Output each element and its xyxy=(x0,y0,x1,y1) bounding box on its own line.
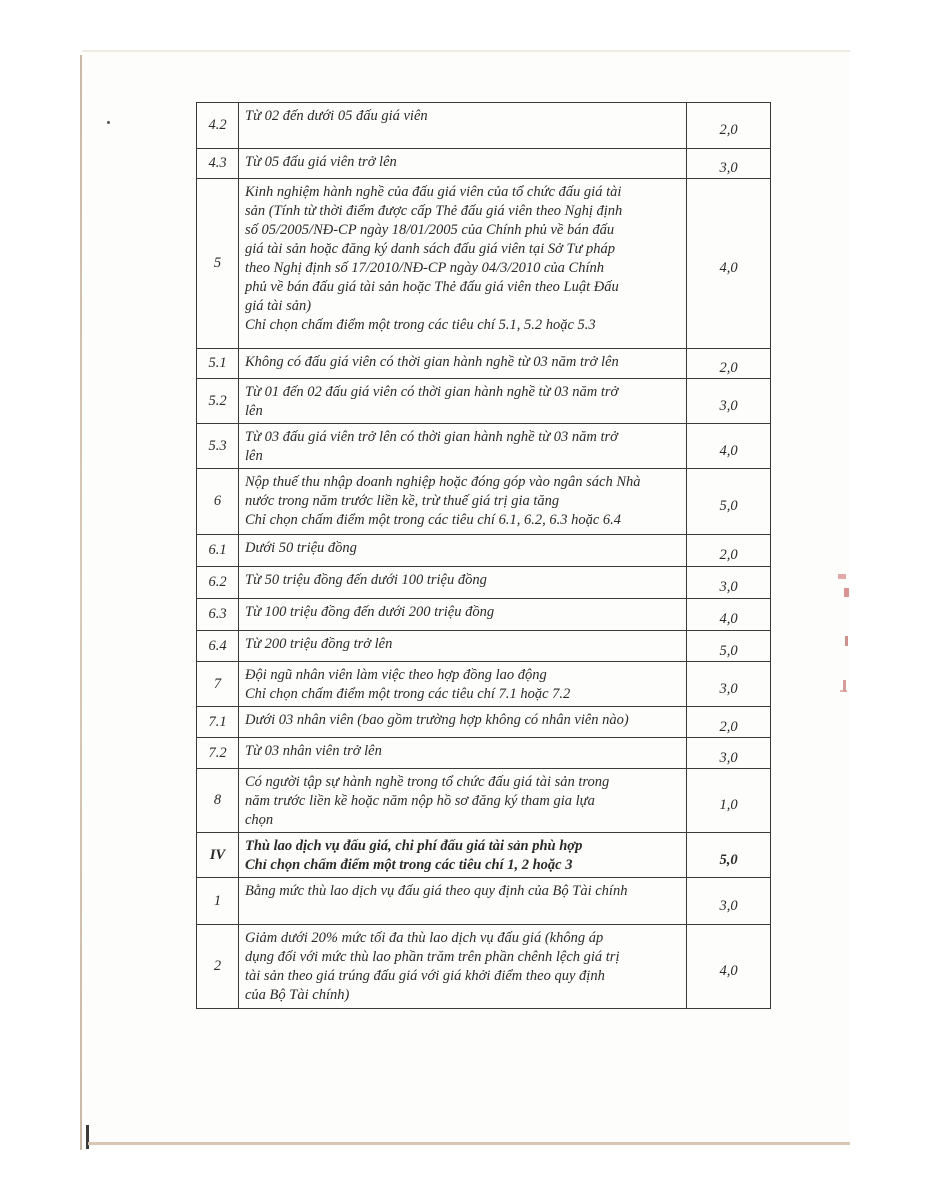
criteria-score: 3,0 xyxy=(687,149,771,179)
criteria-description xyxy=(239,179,687,349)
description-line: Kinh nghiệm hành nghề của đấu giá viên của tổ chức đấu giá tài xyxy=(245,184,622,200)
description-line: Bằng mức thù lao dịch vụ đấu giá theo quy định của Bộ Tài chính xyxy=(245,883,628,899)
description-line: sản (Tính từ thời điểm được cấp Thẻ đấu giá viên theo Nghị định xyxy=(245,203,623,219)
criteria-description xyxy=(239,599,687,631)
description-line: Giảm dưới 20% mức tối đa thù lao dịch vụ đấu giá (không áp xyxy=(245,930,604,946)
criteria-description xyxy=(239,769,687,833)
description-line: lên xyxy=(245,448,263,464)
description-line: Có người tập sự hành nghề trong tổ chức đấu giá tài sản trong xyxy=(245,774,610,790)
description-line: năm trước liền kề hoặc năm nộp hồ sơ đăng ký tham gia lựa xyxy=(245,793,595,809)
criteria-score: 4,0 xyxy=(687,599,771,631)
criteria-description xyxy=(239,379,687,424)
criteria-number: 7.1 xyxy=(197,707,239,738)
stamp-bleed-mark xyxy=(838,574,846,579)
description-line: Không có đấu giá viên có thời gian hành nghề từ 03 năm trở lên xyxy=(245,354,619,370)
criteria-row xyxy=(197,769,771,833)
description-line: Chỉ chọn chấm điểm một trong các tiêu chí 7.1 hoặc 7.2 xyxy=(245,686,571,702)
criteria-description xyxy=(239,349,687,379)
description-line: giá tài sản hoặc đăng ký danh sách đấu giá viên tại Sở Tư pháp xyxy=(245,241,616,257)
description-line: Từ 03 đấu giá viên trở lên có thời gian hành nghề từ 03 năm trở xyxy=(245,429,618,445)
description-line: Từ 200 triệu đồng trở lên xyxy=(245,636,393,652)
description-line: giá tài sản) xyxy=(245,298,312,314)
criteria-number: IV xyxy=(197,833,239,878)
description-line: tài sản theo giá trúng đấu giá với giá khởi điểm theo quy định xyxy=(245,968,605,984)
criteria-row xyxy=(197,469,771,535)
criteria-number: 4.2 xyxy=(197,103,239,149)
criteria-row xyxy=(197,833,771,878)
criteria-score: 4,0 xyxy=(687,424,771,469)
criteria-number: 6 xyxy=(197,469,239,535)
criteria-description xyxy=(239,469,687,535)
description-line: Từ 05 đấu giá viên trở lên xyxy=(245,154,397,170)
criteria-score: 3,0 xyxy=(687,567,771,599)
criteria-description xyxy=(239,103,687,149)
criteria-row xyxy=(197,925,771,1009)
criteria-row xyxy=(197,149,771,179)
criteria-description xyxy=(239,707,687,738)
criteria-row xyxy=(197,535,771,567)
criteria-table xyxy=(196,102,771,1009)
criteria-row xyxy=(197,599,771,631)
criteria-row xyxy=(197,707,771,738)
criteria-number: 5.3 xyxy=(197,424,239,469)
criteria-description xyxy=(239,149,687,179)
description-line: Từ 50 triệu đồng đến dưới 100 triệu đồng xyxy=(245,572,487,588)
criteria-score: 3,0 xyxy=(687,379,771,424)
criteria-score: 5,0 xyxy=(687,469,771,535)
criteria-row xyxy=(197,379,771,424)
criteria-score: 2,0 xyxy=(687,707,771,738)
criteria-description xyxy=(239,535,687,567)
description-line: số 05/2005/NĐ-CP ngày 18/01/2005 của Chính phủ về bán đấu xyxy=(245,222,615,238)
criteria-row xyxy=(197,738,771,769)
criteria-score: 5,0 xyxy=(687,631,771,662)
criteria-row xyxy=(197,179,771,349)
criteria-row xyxy=(197,103,771,149)
criteria-number: 6.4 xyxy=(197,631,239,662)
criteria-number: 5.1 xyxy=(197,349,239,379)
criteria-description xyxy=(239,738,687,769)
criteria-number: 8 xyxy=(197,769,239,833)
stamp-bleed-mark xyxy=(840,690,847,692)
description-line: Chỉ chọn chấm điểm một trong các tiêu chí 1, 2 hoặc 3 xyxy=(245,857,573,873)
description-line: Từ 02 đến dưới 05 đấu giá viên xyxy=(245,108,428,124)
description-line: Từ 03 nhân viên trở lên xyxy=(245,743,382,759)
criteria-number: 5.2 xyxy=(197,379,239,424)
description-line: lên xyxy=(245,403,263,419)
criteria-score: 4,0 xyxy=(687,179,771,349)
criteria-description xyxy=(239,662,687,707)
scan-speck xyxy=(107,121,110,124)
criteria-number: 1 xyxy=(197,878,239,925)
description-line: Từ 100 triệu đồng đến dưới 200 triệu đồng xyxy=(245,604,495,620)
criteria-description xyxy=(239,833,687,878)
criteria-score: 2,0 xyxy=(687,535,771,567)
description-line: theo Nghị định số 17/2010/NĐ-CP ngày 04/3/2010 của Chính xyxy=(245,260,605,276)
criteria-number: 5 xyxy=(197,179,239,349)
criteria-row xyxy=(197,878,771,925)
description-line: Từ 01 đến 02 đấu giá viên có thời gian hành nghề từ 03 năm trở xyxy=(245,384,619,400)
criteria-number: 7.2 xyxy=(197,738,239,769)
criteria-row xyxy=(197,567,771,599)
criteria-score: 3,0 xyxy=(687,662,771,707)
description-line: nước trong năm trước liền kề, trừ thuế giá trị gia tăng xyxy=(245,493,560,509)
page-top-edge xyxy=(82,50,850,52)
criteria-score: 2,0 xyxy=(687,103,771,149)
description-line: của Bộ Tài chính) xyxy=(245,987,350,1003)
stamp-bleed-mark xyxy=(845,636,848,646)
description-line: phủ về bán đấu giá tài sản hoặc Thẻ đấu giá viên theo Luật Đấu xyxy=(245,279,619,295)
description-line: Chỉ chọn chấm điểm một trong các tiêu chí 6.1, 6.2, 6.3 hoặc 6.4 xyxy=(245,512,622,528)
description-line: Chỉ chọn chấm điểm một trong các tiêu chí 5.1, 5.2 hoặc 5.3 xyxy=(245,317,596,333)
criteria-score: 1,0 xyxy=(687,769,771,833)
description-line: Đội ngũ nhân viên làm việc theo hợp đồng lao động xyxy=(245,667,547,683)
criteria-row xyxy=(197,662,771,707)
criteria-description xyxy=(239,878,687,925)
criteria-row xyxy=(197,349,771,379)
description-line: Dưới 50 triệu đồng xyxy=(245,540,357,556)
description-line: dụng đối với mức thù lao phần trăm trên phần chênh lệch giá trị xyxy=(245,949,620,965)
description-line: chọn xyxy=(245,812,274,828)
description-line: Dưới 03 nhân viên (bao gồm trường hợp không có nhân viên nào) xyxy=(245,712,629,728)
stamp-bleed-mark xyxy=(844,588,849,597)
page-left-edge xyxy=(80,55,82,1150)
criteria-description xyxy=(239,925,687,1009)
criteria-description xyxy=(239,424,687,469)
criteria-row xyxy=(197,631,771,662)
criteria-description xyxy=(239,631,687,662)
criteria-number: 6.3 xyxy=(197,599,239,631)
description-line: Nộp thuế thu nhập doanh nghiệp hoặc đóng góp vào ngân sách Nhà xyxy=(245,474,641,490)
criteria-description xyxy=(239,567,687,599)
page-bottom-edge xyxy=(88,1142,850,1145)
criteria-number: 2 xyxy=(197,925,239,1009)
criteria-number: 4.3 xyxy=(197,149,239,179)
criteria-number: 6.2 xyxy=(197,567,239,599)
criteria-number: 6.1 xyxy=(197,535,239,567)
criteria-score: 5,0 xyxy=(687,833,771,878)
criteria-score: 3,0 xyxy=(687,878,771,925)
description-line: Thù lao dịch vụ đấu giá, chi phí đấu giá tài sản phù hợp xyxy=(245,838,583,854)
criteria-number: 7 xyxy=(197,662,239,707)
criteria-score: 4,0 xyxy=(687,925,771,1009)
page-left-edge-shadow xyxy=(86,1125,89,1149)
criteria-score: 2,0 xyxy=(687,349,771,379)
criteria-score: 3,0 xyxy=(687,738,771,769)
criteria-row xyxy=(197,424,771,469)
criteria-table-body xyxy=(197,103,771,1009)
